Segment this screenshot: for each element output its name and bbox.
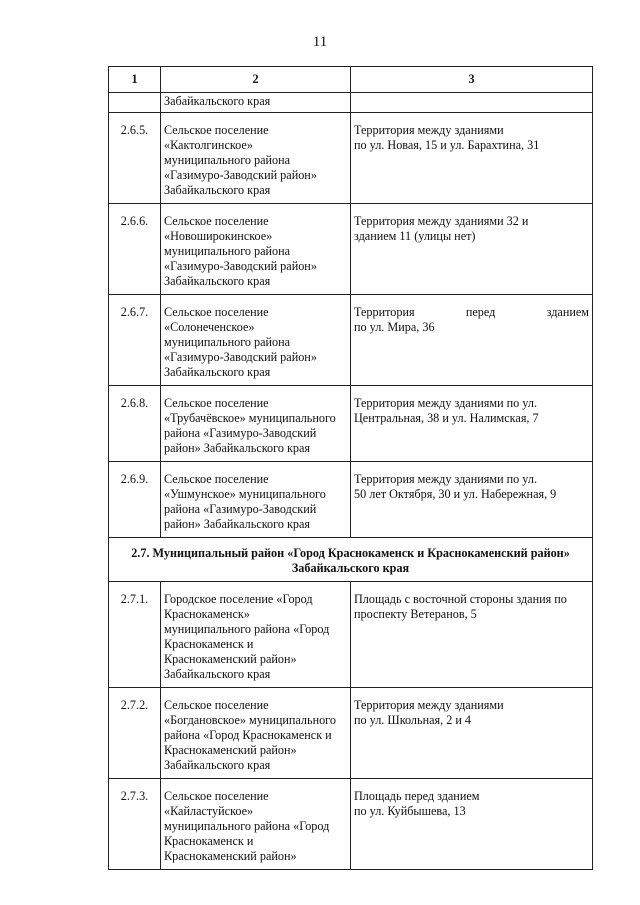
address-line: по ул. Мира, 36	[354, 320, 435, 334]
settlement-cell	[161, 113, 351, 204]
address-line: зданием 11 (улицы нет)	[354, 229, 476, 243]
address-justified-line	[354, 305, 589, 320]
settlement-line: Сельское поселение	[164, 472, 269, 486]
address-cell	[351, 113, 593, 204]
table-row	[109, 295, 593, 386]
settlement-line: район» Забайкальского края	[164, 517, 310, 531]
address-line: по ул. Школьная, 2 и 4	[354, 713, 471, 727]
settlement-line: «Новоширокинское»	[164, 229, 273, 243]
settlement-line: Забайкальского края	[164, 667, 271, 681]
settlement-line: Забайкальского края	[164, 365, 271, 379]
settlement-line: «Газимуро-Заводский район»	[164, 168, 317, 182]
address-cell	[351, 386, 593, 462]
section-heading-line: Забайкальского края	[291, 561, 410, 575]
settlement-line: «Трубачёвское» муниципального	[164, 411, 336, 425]
address-word: перед	[465, 305, 496, 319]
address-cell	[351, 688, 593, 779]
table-row	[109, 779, 593, 870]
settlement-line: муниципального района	[164, 244, 291, 258]
address-word: зданием	[546, 305, 589, 319]
settlement-line: Краснокаменский район»	[164, 743, 297, 757]
settlement-cell	[161, 582, 351, 688]
settlement-line: муниципального района	[164, 153, 291, 167]
row-number: 2.6.7.	[109, 295, 161, 386]
settlement-line: Сельское поселение	[164, 789, 269, 803]
row-number: 2.7.3.	[109, 779, 161, 870]
table-row	[109, 386, 593, 462]
address-line: 50 лет Октября, 30 и ул. Набережная, 9	[354, 487, 557, 501]
settlement-line: Краснокаменский район»	[164, 652, 297, 666]
table-header-row	[109, 67, 593, 93]
settlement-line: «Газимуро-Заводский район»	[164, 350, 317, 364]
settlement-cell	[161, 779, 351, 870]
continuation-text: Забайкальского края	[161, 93, 351, 113]
row-number: 2.7.1.	[109, 582, 161, 688]
table-row	[109, 113, 593, 204]
column-header: 3	[351, 67, 593, 93]
table-row	[109, 462, 593, 538]
address-word: Территория	[354, 305, 415, 319]
locations-table	[108, 66, 593, 870]
row-number: 2.6.8.	[109, 386, 161, 462]
settlement-line: Сельское поселение	[164, 214, 269, 228]
settlement-line: Сельское поселение	[164, 305, 269, 319]
section-heading-line: 2.7. Муниципальный район «Город Краснокаменск и Краснокаменский район»	[131, 546, 570, 560]
settlement-line: «Ушмунское» муниципального	[164, 487, 326, 501]
settlement-line: Краснокаменск»	[164, 607, 250, 621]
settlement-cell	[161, 204, 351, 295]
address-cell	[351, 462, 593, 538]
address-line: Территория между зданиями 32 и	[354, 214, 529, 228]
address-line: по ул. Куйбышева, 13	[354, 804, 466, 818]
address-cell	[351, 295, 593, 386]
address-line: по ул. Новая, 15 и ул. Барахтина, 31	[354, 138, 540, 152]
address-line: Территория между зданиями по ул.	[354, 472, 537, 486]
address-cell	[351, 204, 593, 295]
table-row	[109, 582, 593, 688]
settlement-line: района «Газимуро-Заводский	[164, 426, 317, 440]
column-header: 2	[161, 67, 351, 93]
settlement-line: района «Город Краснокаменск и	[164, 728, 332, 742]
settlement-line: Сельское поселение	[164, 123, 269, 137]
settlement-line: Забайкальского края	[164, 758, 271, 772]
settlement-line: «Солонеченское»	[164, 320, 255, 334]
settlement-cell	[161, 462, 351, 538]
settlement-line: Сельское поселение	[164, 698, 269, 712]
address-line: Площадь перед зданием	[354, 789, 480, 803]
page-number: 11	[312, 34, 328, 50]
settlement-cell	[161, 295, 351, 386]
settlement-line: Краснокаменск и	[164, 637, 254, 651]
settlement-line: Краснокаменск и	[164, 834, 254, 848]
settlement-line: Забайкальского края	[164, 183, 271, 197]
row-number: 2.6.5.	[109, 113, 161, 204]
address-line: Площадь с восточной стороны здания по	[354, 592, 567, 606]
settlement-line: «Газимуро-Заводский район»	[164, 259, 317, 273]
column-header: 1	[109, 67, 161, 93]
settlement-line: района «Газимуро-Заводский	[164, 502, 317, 516]
continuation-row	[109, 93, 593, 113]
settlement-line: Сельское поселение	[164, 396, 269, 410]
table-row	[109, 204, 593, 295]
settlement-line: «Кактолгинское»	[164, 138, 253, 152]
settlement-line: муниципального района «Город	[164, 819, 330, 833]
address-cell	[351, 779, 593, 870]
settlement-line: «Кайластуйское»	[164, 804, 254, 818]
section-heading	[109, 538, 593, 582]
address-line: Территория между зданиями по ул.	[354, 396, 537, 410]
address-line: Территория между зданиями	[354, 123, 504, 137]
settlement-cell	[161, 386, 351, 462]
settlement-cell	[161, 688, 351, 779]
settlement-line: «Богдановское» муниципального	[164, 713, 336, 727]
section-row	[109, 538, 593, 582]
settlement-line: муниципального района «Город	[164, 622, 330, 636]
address-line: проспекту Ветеранов, 5	[354, 607, 477, 621]
settlement-line: муниципального района	[164, 335, 291, 349]
settlement-line: Забайкальского края	[164, 274, 271, 288]
address-line: Центральная, 38 и ул. Налимская, 7	[354, 411, 539, 425]
table-row	[109, 688, 593, 779]
row-number: 2.6.6.	[109, 204, 161, 295]
settlement-line: район» Забайкальского края	[164, 441, 310, 455]
settlement-line: Городское поселение «Город	[164, 592, 313, 606]
row-number: 2.6.9.	[109, 462, 161, 538]
row-number: 2.7.2.	[109, 688, 161, 779]
settlement-line: Краснокаменский район»	[164, 849, 297, 863]
address-line: Территория между зданиями	[354, 698, 504, 712]
address-cell	[351, 582, 593, 688]
